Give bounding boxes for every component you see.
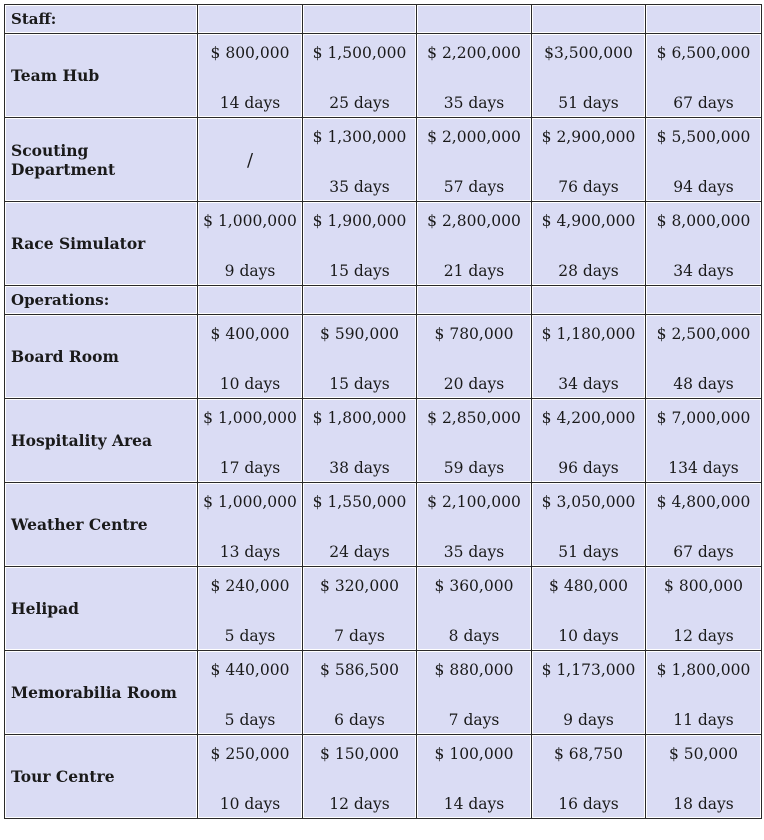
upgrade-price: $ 2,850,000 — [427, 409, 521, 427]
level-cell — [417, 735, 532, 819]
upgrade-duration: 48 days — [673, 375, 734, 393]
level-cell — [417, 651, 532, 735]
upgrade-price: $ 780,000 — [434, 325, 514, 343]
facility-name: Board Room — [5, 315, 198, 399]
level-cell — [646, 567, 762, 651]
level-cell — [303, 483, 417, 567]
level-cell — [646, 735, 762, 819]
empty-cell — [532, 5, 646, 34]
facility-name: Helipad — [5, 567, 198, 651]
upgrade-duration: 59 days — [443, 459, 505, 477]
facility-name: Memorabilia Room — [5, 651, 198, 735]
upgrade-duration: 5 days — [224, 711, 276, 729]
upgrade-price: $ 2,100,000 — [427, 493, 521, 511]
level-cell — [417, 315, 532, 399]
facility-name: Tour Centre — [5, 735, 198, 819]
empty-cell — [198, 286, 303, 315]
upgrade-duration: 38 days — [329, 459, 390, 477]
level-cell — [198, 202, 303, 286]
level-cell — [417, 483, 532, 567]
level-cell — [646, 399, 762, 483]
upgrade-duration: 11 days — [673, 711, 734, 729]
upgrade-price: $ 320,000 — [320, 577, 399, 595]
level-cell — [532, 202, 646, 286]
level-cell — [303, 399, 417, 483]
upgrade-price: $ 480,000 — [549, 577, 628, 595]
upgrade-price: $ 6,500,000 — [656, 44, 751, 62]
upgrade-duration: 13 days — [219, 543, 281, 561]
upgrade-duration: 96 days — [558, 459, 619, 477]
level-cell — [198, 483, 303, 567]
empty-cell — [303, 5, 417, 34]
upgrade-duration: 35 days — [443, 94, 505, 112]
section-header-row — [5, 5, 762, 34]
upgrade-price: $ 1,300,000 — [312, 128, 407, 146]
upgrade-duration: 20 days — [443, 375, 505, 393]
upgrade-price: $ 240,000 — [210, 577, 290, 595]
upgrade-price: $ 68,750 — [553, 745, 624, 763]
upgrade-price: $ 3,050,000 — [541, 493, 636, 511]
level-cell — [303, 118, 417, 202]
level-cell — [198, 735, 303, 819]
upgrade-price: $ 586,500 — [320, 661, 399, 679]
facility-upgrade-table — [4, 4, 762, 819]
level-cell — [417, 34, 532, 118]
table-row — [5, 118, 762, 202]
level-cell — [417, 399, 532, 483]
level-cell — [303, 735, 417, 819]
upgrade-duration: 14 days — [443, 795, 505, 813]
level-cell — [303, 651, 417, 735]
upgrade-price: $ 50,000 — [668, 745, 739, 763]
facility-name: Team Hub — [5, 34, 198, 118]
upgrade-duration: 134 days — [668, 459, 739, 477]
level-cell — [198, 34, 303, 118]
table-row — [5, 651, 762, 735]
empty-cell — [417, 5, 532, 34]
empty-cell — [646, 5, 762, 34]
upgrade-duration: 18 days — [673, 795, 734, 813]
section-title: Operations: — [5, 286, 198, 315]
table-row — [5, 34, 762, 118]
upgrade-duration: 12 days — [673, 627, 734, 645]
upgrade-price: $ 2,000,000 — [427, 128, 521, 146]
upgrade-price: $ 2,500,000 — [656, 325, 751, 343]
table-row — [5, 202, 762, 286]
upgrade-duration: 51 days — [558, 94, 619, 112]
upgrade-duration: 51 days — [558, 543, 619, 561]
upgrade-duration: 5 days — [224, 627, 276, 645]
upgrade-duration: 21 days — [443, 262, 505, 280]
level-cell — [198, 399, 303, 483]
upgrade-duration: 67 days — [673, 94, 734, 112]
upgrade-duration: 8 days — [448, 627, 500, 645]
level-cell — [646, 202, 762, 286]
level-cell — [646, 315, 762, 399]
level-cell — [303, 202, 417, 286]
upgrade-price: $ 880,000 — [434, 661, 514, 679]
upgrade-price: $ 2,800,000 — [427, 212, 521, 230]
section-header-row — [5, 286, 762, 315]
level-cell — [198, 567, 303, 651]
upgrade-price: $ 1,550,000 — [312, 493, 407, 511]
upgrade-duration: 24 days — [329, 543, 390, 561]
upgrade-price: $ 250,000 — [210, 745, 290, 763]
table-row — [5, 735, 762, 819]
upgrade-duration: 14 days — [219, 94, 281, 112]
upgrade-price: $3,500,000 — [544, 44, 633, 62]
upgrade-price: $ 1,173,000 — [541, 661, 636, 679]
level-cell — [417, 202, 532, 286]
facility-name: Hospitality Area — [5, 399, 198, 483]
upgrade-price: $ 400,000 — [210, 325, 290, 343]
level-cell — [532, 118, 646, 202]
upgrade-price: $ 1,180,000 — [541, 325, 636, 343]
upgrade-duration: 9 days — [563, 711, 614, 729]
upgrade-price: $ 2,200,000 — [427, 44, 521, 62]
upgrade-duration: 67 days — [673, 543, 734, 561]
level-cell — [646, 118, 762, 202]
facility-name: Race Simulator — [5, 202, 198, 286]
table-row — [5, 483, 762, 567]
upgrade-price: $ 800,000 — [210, 44, 290, 62]
upgrade-duration: 10 days — [219, 795, 281, 813]
upgrade-duration: 76 days — [558, 178, 619, 196]
upgrade-price: $ 4,800,000 — [656, 493, 751, 511]
not-available-mark: / — [246, 150, 254, 171]
level-cell — [198, 118, 303, 202]
upgrade-price: $ 1,000,000 — [203, 409, 297, 427]
facility-name: Weather Centre — [5, 483, 198, 567]
upgrade-price: $ 4,900,000 — [541, 212, 636, 230]
upgrade-price: $ 1,500,000 — [312, 44, 407, 62]
upgrade-price: $ 1,800,000 — [656, 661, 751, 679]
upgrade-price: $ 7,000,000 — [656, 409, 751, 427]
level-cell — [532, 651, 646, 735]
level-cell — [646, 651, 762, 735]
upgrade-price: $ 2,900,000 — [541, 128, 636, 146]
upgrade-duration: 28 days — [558, 262, 619, 280]
level-cell — [532, 315, 646, 399]
level-cell — [303, 34, 417, 118]
upgrade-price: $ 1,800,000 — [312, 409, 407, 427]
upgrade-duration: 94 days — [673, 178, 734, 196]
level-cell — [646, 483, 762, 567]
upgrade-duration: 35 days — [329, 178, 390, 196]
upgrade-duration: 10 days — [558, 627, 619, 645]
upgrade-duration: 16 days — [558, 795, 619, 813]
upgrade-price: $ 800,000 — [664, 577, 743, 595]
upgrade-price: $ 1,000,000 — [203, 212, 297, 230]
upgrade-duration: 15 days — [329, 262, 390, 280]
level-cell — [417, 118, 532, 202]
level-cell — [532, 34, 646, 118]
upgrade-price: $ 1,900,000 — [312, 212, 407, 230]
upgrade-duration: 6 days — [334, 711, 385, 729]
upgrade-price: $ 360,000 — [434, 577, 514, 595]
upgrade-price: $ 5,500,000 — [656, 128, 751, 146]
upgrade-duration: 9 days — [224, 262, 276, 280]
level-cell — [198, 315, 303, 399]
table-row — [5, 399, 762, 483]
facility-name: Scouting Department — [5, 118, 198, 202]
table-row — [5, 567, 762, 651]
upgrade-duration: 35 days — [443, 543, 505, 561]
level-cell — [532, 399, 646, 483]
upgrade-duration: 57 days — [443, 178, 505, 196]
table-row — [5, 315, 762, 399]
level-cell — [198, 651, 303, 735]
upgrade-duration: 17 days — [219, 459, 281, 477]
upgrade-duration: 34 days — [673, 262, 734, 280]
upgrade-duration: 15 days — [329, 375, 390, 393]
level-cell — [417, 567, 532, 651]
upgrade-price: $ 4,200,000 — [541, 409, 636, 427]
upgrade-duration: 10 days — [219, 375, 281, 393]
upgrade-price: $ 1,000,000 — [203, 493, 297, 511]
level-cell — [532, 567, 646, 651]
upgrade-price: $ 8,000,000 — [656, 212, 751, 230]
empty-cell — [198, 5, 303, 34]
empty-cell — [303, 286, 417, 315]
upgrade-duration: 34 days — [558, 375, 619, 393]
upgrade-price: $ 440,000 — [210, 661, 290, 679]
upgrade-price: $ 590,000 — [320, 325, 399, 343]
empty-cell — [417, 286, 532, 315]
level-cell — [303, 315, 417, 399]
upgrade-price: $ 100,000 — [434, 745, 514, 763]
upgrade-duration: 12 days — [329, 795, 390, 813]
upgrade-price: $ 150,000 — [320, 745, 399, 763]
upgrade-duration: 25 days — [329, 94, 390, 112]
upgrade-duration: 7 days — [334, 627, 385, 645]
level-cell — [532, 735, 646, 819]
level-cell — [532, 483, 646, 567]
empty-cell — [646, 286, 762, 315]
empty-cell — [532, 286, 646, 315]
upgrade-duration: 7 days — [448, 711, 500, 729]
level-cell — [646, 34, 762, 118]
level-cell — [303, 567, 417, 651]
section-title: Staff: — [5, 5, 198, 34]
